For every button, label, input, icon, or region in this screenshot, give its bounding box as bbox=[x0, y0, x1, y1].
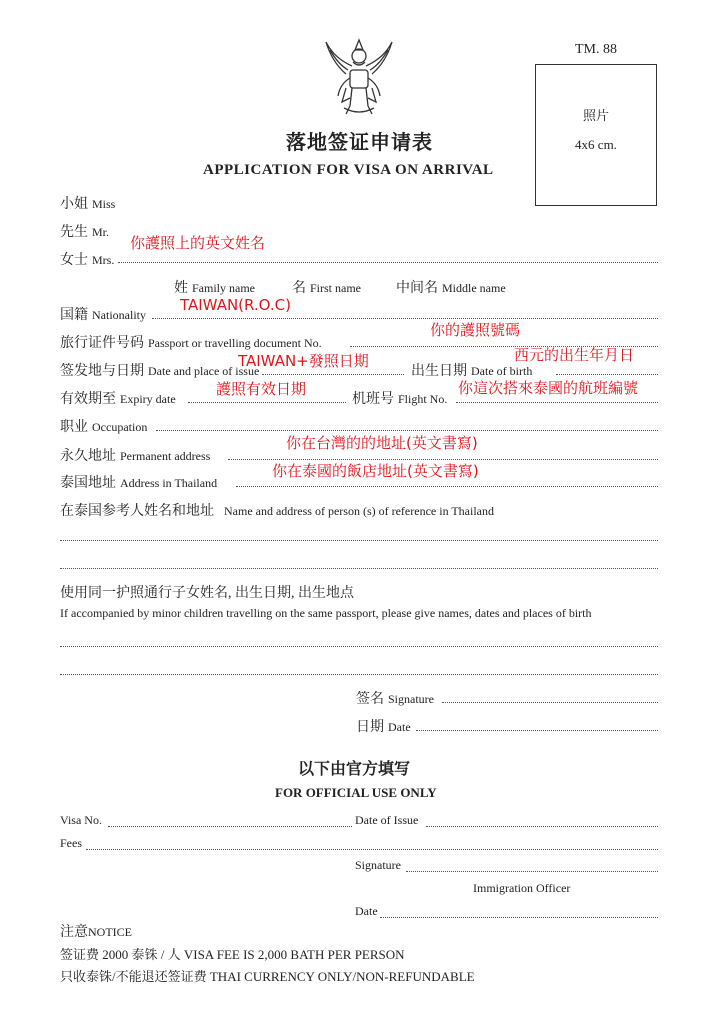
signature-zh: 签名 bbox=[356, 692, 384, 707]
occupation-field[interactable] bbox=[156, 430, 658, 431]
occupation-zh: 职业 bbox=[60, 420, 88, 435]
title-mrs-zh: 女士 bbox=[60, 253, 88, 268]
official-title-en: FOR OFFICIAL USE ONLY bbox=[275, 785, 437, 800]
passport-en: Passport or travelling document No. bbox=[148, 336, 322, 350]
nationality-annotation: TAIWAN(R.O.C) bbox=[180, 296, 291, 314]
photo-label: 照片 bbox=[582, 108, 609, 123]
issue-field[interactable] bbox=[262, 374, 404, 375]
date-label bbox=[356, 716, 411, 736]
date-zh: 日期 bbox=[356, 720, 384, 735]
first-name-label bbox=[292, 277, 361, 297]
birth-en: Date of birth bbox=[471, 364, 533, 378]
passport-label bbox=[60, 332, 322, 352]
expiry-field[interactable] bbox=[188, 402, 346, 403]
minor-children-zh: 使用同一护照通行子女姓名, 出生日期, 出生地点 bbox=[60, 586, 354, 601]
middle-name-label bbox=[396, 277, 506, 297]
issue-label bbox=[60, 360, 259, 380]
title-miss-en: Miss bbox=[92, 197, 116, 211]
thai-address-annotation: 你在泰國的飯店地址(英文書寫) bbox=[272, 462, 479, 480]
occupation-en: Occupation bbox=[92, 420, 148, 434]
notice-currency: 只收泰铢/不能退还签证费 THAI CURRENCY ONLY/NON-REFUNDABLE bbox=[60, 969, 475, 984]
occupation-label bbox=[60, 416, 147, 436]
first-name-zh: 名 bbox=[292, 281, 306, 296]
minor-children-field-1[interactable] bbox=[60, 646, 658, 647]
nationality-field[interactable] bbox=[152, 318, 658, 319]
photo-size: 4x6 cm. bbox=[575, 137, 617, 152]
nationality-zh: 国籍 bbox=[60, 308, 88, 323]
reference-field-1[interactable] bbox=[60, 540, 658, 541]
signature-en: Signature bbox=[388, 692, 434, 706]
reference-en: Name and address of person (s) of reference in Thailand bbox=[224, 504, 494, 518]
title-miss-zh: 小姐 bbox=[60, 197, 88, 212]
issue-annotation: TAIWAN+發照日期 bbox=[238, 352, 369, 370]
passport-zh: 旅行证件号码 bbox=[60, 336, 144, 351]
official-title-zh: 以下由官方填写 bbox=[298, 761, 411, 778]
expiry-en: Expiry date bbox=[120, 392, 176, 406]
expiry-zh: 有效期至 bbox=[60, 392, 116, 407]
family-name-zh: 姓 bbox=[174, 281, 188, 296]
official-date-field[interactable] bbox=[380, 917, 658, 918]
fees-field[interactable] bbox=[86, 849, 658, 850]
photo-box bbox=[535, 64, 657, 206]
flight-en: Flight No. bbox=[398, 392, 448, 406]
visa-no-label: Visa No. bbox=[60, 813, 102, 827]
family-name-label bbox=[174, 277, 255, 297]
reference-label bbox=[60, 500, 494, 520]
nationality-label bbox=[60, 304, 146, 324]
flight-label bbox=[352, 388, 447, 408]
official-signature-label: Signature bbox=[355, 858, 401, 872]
minor-children-field-2[interactable] bbox=[60, 674, 658, 675]
visa-no-field[interactable] bbox=[108, 826, 352, 827]
permanent-address-zh: 永久地址 bbox=[60, 449, 116, 464]
official-signature-field[interactable] bbox=[406, 871, 658, 872]
name-field[interactable] bbox=[118, 262, 658, 263]
minor-children-en: If accompanied by minor children travelling on the same passport, please give names, dates and places of birth bbox=[60, 606, 592, 620]
date-field[interactable] bbox=[416, 730, 658, 731]
flight-zh: 机班号 bbox=[352, 392, 394, 407]
title-mrs bbox=[60, 249, 114, 269]
expiry-annotation: 護照有效日期 bbox=[216, 380, 307, 398]
title-mrs-en: Mrs. bbox=[92, 253, 115, 267]
name-annotation: 你護照上的英文姓名 bbox=[130, 234, 266, 252]
thai-address-label bbox=[60, 472, 217, 492]
reference-field-2[interactable] bbox=[60, 568, 658, 569]
thai-address-field[interactable] bbox=[236, 486, 658, 487]
official-date-label: Date bbox=[355, 904, 378, 918]
form-title-en: APPLICATION FOR VISA ON ARRIVAL bbox=[203, 162, 494, 178]
middle-name-en: Middle name bbox=[442, 281, 506, 295]
date-en: Date bbox=[388, 720, 411, 734]
title-mr-en: Mr. bbox=[92, 225, 110, 239]
expiry-label bbox=[60, 388, 176, 408]
date-of-issue-field[interactable] bbox=[426, 826, 658, 827]
birth-zh: 出生日期 bbox=[411, 364, 467, 379]
nationality-en: Nationality bbox=[92, 308, 146, 322]
passport-annotation: 你的護照號碼 bbox=[430, 321, 521, 339]
form-number: TM. 88 bbox=[575, 42, 617, 57]
issue-en: Date and place of issue bbox=[148, 364, 260, 378]
thai-address-zh: 泰国地址 bbox=[60, 476, 116, 491]
permanent-address-en: Permanent address bbox=[120, 449, 211, 463]
flight-annotation: 你這次搭來泰國的航班編號 bbox=[458, 379, 639, 397]
signature-label bbox=[356, 688, 434, 708]
flight-field[interactable] bbox=[456, 402, 658, 403]
middle-name-zh: 中间名 bbox=[396, 281, 438, 296]
signature-field[interactable] bbox=[442, 702, 658, 703]
reference-zh: 在泰国参考人姓名和地址 bbox=[60, 504, 214, 519]
issue-zh: 签发地与日期 bbox=[60, 364, 144, 379]
notice-fee: 签证费 2000 泰铢 / 人 VISA FEE IS 2,000 BATH PER PERSON bbox=[60, 947, 405, 962]
permanent-address-annotation: 你在台灣的的地址(英文書寫) bbox=[286, 434, 478, 452]
title-mr-zh: 先生 bbox=[60, 225, 88, 240]
form-title-zh: 落地签证申请表 bbox=[286, 132, 433, 154]
thai-address-en: Address in Thailand bbox=[120, 476, 218, 490]
birth-annotation: 西元的出生年月日 bbox=[514, 346, 635, 364]
title-miss bbox=[60, 193, 115, 213]
notice-title-zh: 注意 bbox=[60, 925, 88, 940]
birth-field[interactable] bbox=[556, 374, 658, 375]
fees-label: Fees bbox=[60, 836, 82, 850]
immigration-officer-label: Immigration Officer bbox=[473, 881, 571, 895]
family-name-en: Family name bbox=[192, 281, 255, 295]
title-mr bbox=[60, 221, 109, 241]
first-name-en: First name bbox=[310, 281, 361, 295]
date-of-issue-label: Date of Issue bbox=[355, 813, 419, 827]
permanent-address-label bbox=[60, 445, 210, 465]
notice-title-en: NOTICE bbox=[88, 925, 132, 939]
garuda-emblem-icon bbox=[320, 36, 398, 118]
notice-title bbox=[60, 921, 132, 941]
